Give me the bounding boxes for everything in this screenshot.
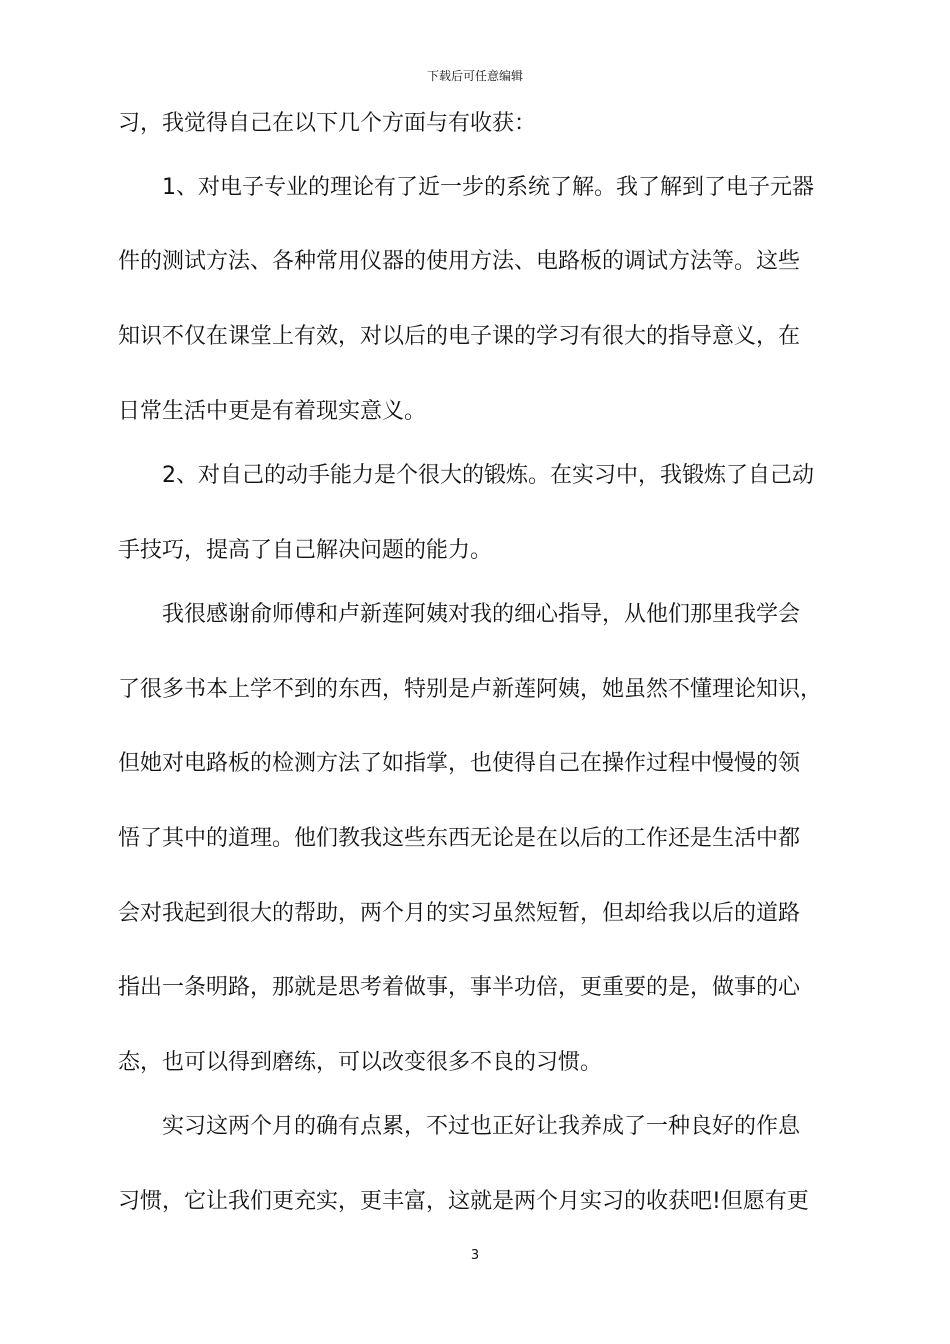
- text-line: 指出一条明路，那就是思考着做事，事半功倍，更重要的是，做事的心: [118, 975, 801, 1000]
- text-line: 1、对电子专业的理论有了近一步的系统了解。我了解到了电子元器: [162, 175, 814, 200]
- text-line: 件的测试方法、各种常用仪器的使用方法、电路板的调试方法等。这些: [118, 249, 801, 274]
- text-line: 日常生活中更是有着现实意义。: [118, 399, 427, 424]
- text-line: 实习这两个月的确有点累，不过也正好让我养成了一种良好的作息: [162, 1114, 801, 1139]
- text-line: 手技巧，提高了自己解决问题的能力。: [118, 538, 493, 563]
- text-line: 习，我觉得自己在以下几个方面与有收获：: [118, 111, 537, 136]
- text-line: 了很多书本上学不到的东西，特别是卢新莲阿姨，她虽然不懂理论知识，: [118, 677, 823, 702]
- text-line: 2、对自己的动手能力是个很大的锻炼。在实习中，我锻炼了自己动: [162, 463, 814, 488]
- page-number: 3: [470, 1248, 480, 1263]
- text-line: 习惯，它让我们更充实，更丰富，这就是两个月实习的收获吧!但愿有更: [118, 1189, 809, 1214]
- text-line: 态，也可以得到磨练，可以改变很多不良的习惯。: [118, 1050, 603, 1075]
- text-line: 会对我起到很大的帮助，两个月的实习虽然短暂，但却给我以后的道路: [118, 901, 801, 926]
- text-line: 知识不仅在课堂上有效，对以后的电子课的学习有很大的指导意义，在: [118, 324, 801, 349]
- text-line: 悟了其中的道理。他们教我这些东西无论是在以后的工作还是生活中都: [118, 826, 801, 851]
- text-line: 但她对电路板的检测方法了如指掌，也使得自己在操作过程中慢慢的领: [118, 751, 801, 776]
- page-header-note: 下载后可任意编辑: [426, 69, 523, 83]
- text-line: 我很感谢俞师傅和卢新莲阿姨对我的细心指导，从他们那里我学会: [162, 602, 801, 627]
